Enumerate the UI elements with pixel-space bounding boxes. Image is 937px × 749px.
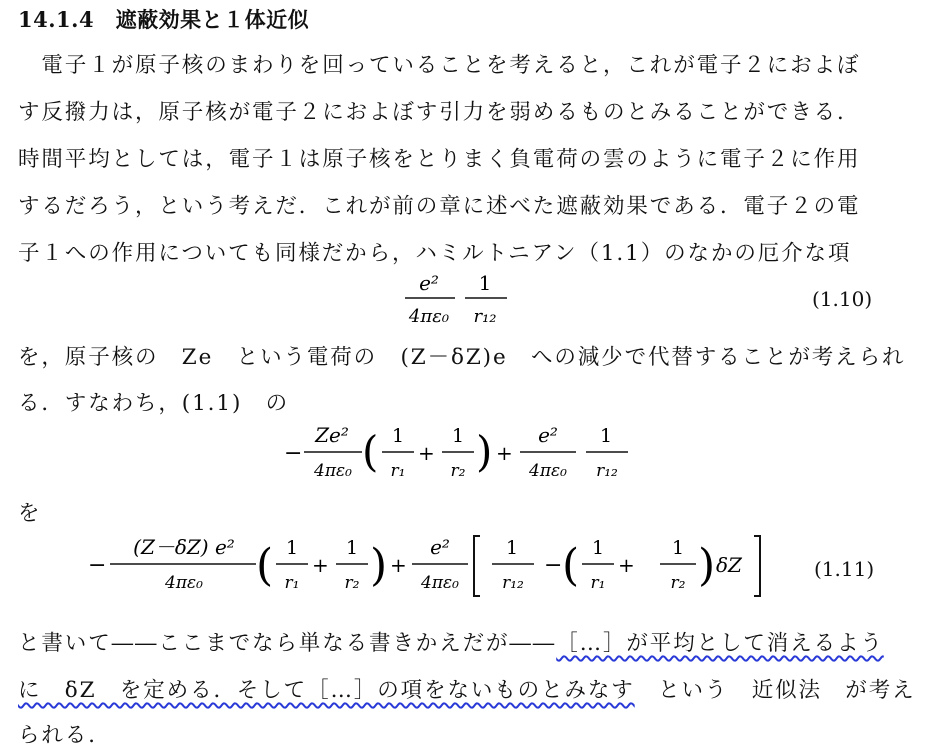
eq2-plus-1: + [418, 441, 435, 465]
paragraph-3-line-2-underlined: に δZ を定める．そして［…］の項をないものとみなす [18, 678, 635, 703]
eq2-one-a: 1 [391, 425, 405, 447]
eq3-paren-open: ( [256, 540, 274, 591]
eq2-minus: − [284, 441, 303, 466]
paragraph-2-line-2: る．すなわち，(1.1) の [18, 391, 290, 416]
eq3-r12: r₁₂ [502, 573, 524, 593]
paragraph-1-line-1: 電子１が原子核のまわりを回っていることを考えると，これが電子２におよぼ [18, 53, 861, 78]
eq3-r2-a: r₂ [344, 573, 360, 593]
eq3-t2-numerator: e² [430, 535, 450, 559]
paragraph-3-line-2 [18, 673, 916, 704]
eq2-paren-open: ( [362, 427, 379, 476]
eq3-t2-denominator: 4πε₀ [421, 573, 459, 593]
eq2-t2-numerator: e² [538, 423, 558, 447]
connector-wo: を [18, 501, 42, 526]
eq2-r2: r₂ [450, 461, 466, 481]
eq2-paren-close: ) [476, 427, 493, 476]
eq1-one: 1 [478, 271, 492, 295]
eq3-r2-b: r₂ [670, 573, 686, 593]
eq3-one-c: 1 [505, 537, 519, 559]
eq3-r1-a: r₁ [284, 573, 300, 593]
section-heading: 14.1.4 遮蔽効果と１体近似 [18, 7, 310, 32]
eq3-paren-close: ) [370, 540, 388, 591]
eq3-minus: − [88, 553, 107, 578]
equation-hamiltonian-terms [280, 420, 660, 492]
eq3-r1-b: r₁ [590, 573, 606, 593]
eq3-plus-1: + [312, 553, 329, 577]
eq3-one-b: 1 [345, 537, 359, 559]
eq1-denominator: 4πε₀ [408, 306, 450, 327]
eq3-t1-numerator: (Z－δZ) e² [133, 535, 235, 559]
paragraph-3-line-1 [18, 626, 884, 657]
paragraph-1-line-5: 子１への作用についても同様だから，ハミルトニアン（1.1）のなかの厄介な項 [18, 241, 852, 266]
eq3-delta-z: δZ [716, 553, 742, 577]
paragraph-1-line-4: するだろう，という考えだ．これが前の章に述べた遮蔽効果である．電子２の電 [18, 194, 861, 219]
eq2-t1-denominator: 4πε₀ [314, 461, 352, 481]
equation-number-1-11: (1.11) [814, 557, 875, 581]
equation-1-10 [395, 268, 535, 332]
eq3-plus-2: + [390, 553, 407, 577]
paragraph-3-line-2-plain: という 近似法 が考え [634, 678, 916, 703]
eq2-t2-denominator: 4πε₀ [529, 461, 567, 481]
eq1-r12: r₁₂ [473, 306, 497, 327]
paragraph-3-line-3: られる． [18, 723, 112, 748]
eq2-one-c: 1 [599, 425, 613, 447]
equation-1-11 [88, 530, 778, 610]
paragraph-2-line-1: を，原子核の Ze という電荷の (Z－δZ)e への減少で代替することが考えられ [18, 345, 906, 370]
eq3-minus-2: − [544, 553, 563, 578]
eq3-bracket-open [474, 536, 480, 596]
paragraph-3-line-1-underlined: ［…］が平均として消えるよう [556, 631, 884, 656]
eq1-numerator: e² [419, 271, 439, 295]
eq3-one-a: 1 [285, 537, 299, 559]
eq3-paren-close-2: ) [698, 540, 716, 591]
eq3-one-e: 1 [671, 537, 685, 559]
eq2-r12: r₁₂ [596, 461, 618, 481]
eq2-t1-numerator: Ze² [315, 423, 349, 447]
paragraph-3-line-1-plain: と書いて――ここまでなら単なる書きかえだが―― [18, 631, 557, 656]
paragraph-1-line-2: す反撥力は，原子核が電子２におよぼす引力を弱めるものとみることができる． [18, 100, 861, 125]
eq3-paren-open-2: ( [562, 540, 580, 591]
eq2-plus-2: + [496, 441, 513, 465]
eq3-plus-3: + [618, 553, 635, 577]
eq2-one-b: 1 [451, 425, 465, 447]
paragraph-1-line-3: 時間平均としては，電子１は原子核をとりまく負電荷の雲のように電子２に作用 [18, 147, 861, 172]
eq3-one-d: 1 [591, 537, 605, 559]
equation-number-1-10: (1.10) [812, 287, 873, 311]
eq3-t1-denominator: 4πε₀ [165, 573, 203, 593]
eq3-bracket-close [754, 536, 760, 596]
eq2-r1: r₁ [390, 461, 406, 481]
